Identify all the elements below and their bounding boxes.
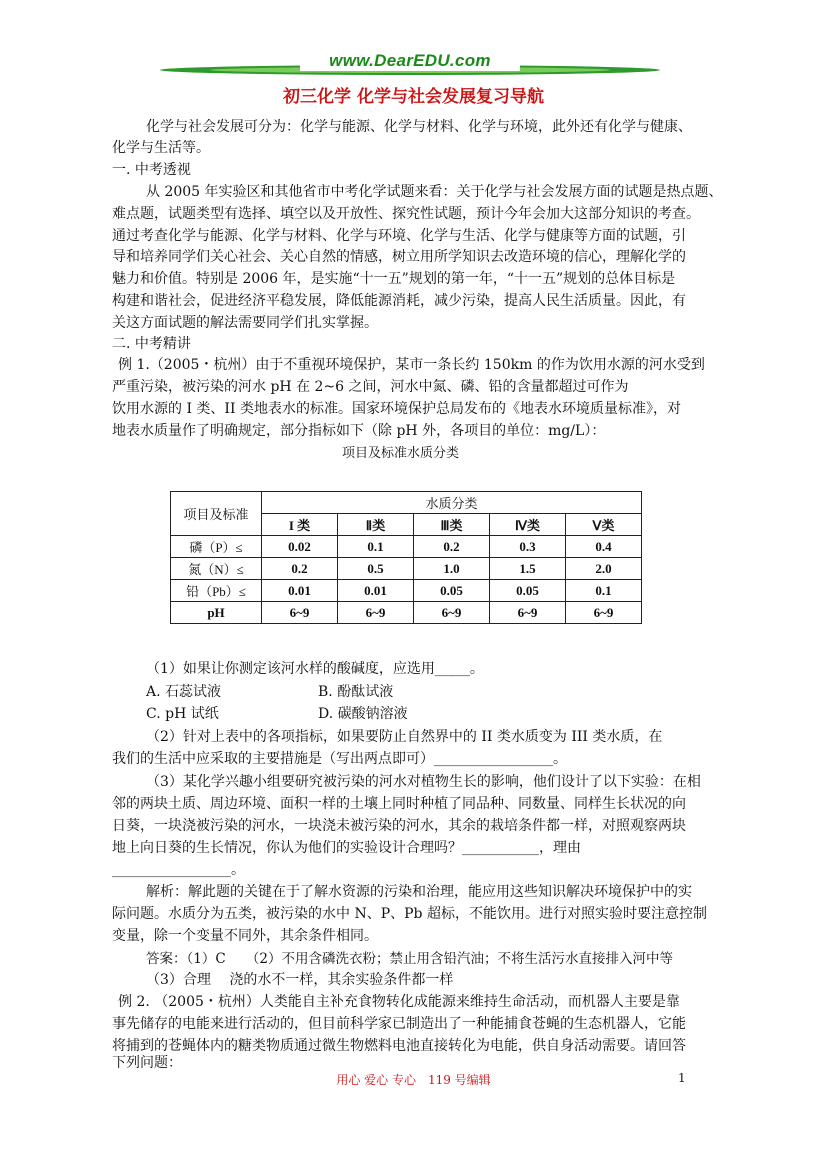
table-cell: 6~9 xyxy=(566,602,642,624)
group-header-cell: 水质分类 xyxy=(262,492,642,514)
table-cell: 0.4 xyxy=(566,536,642,558)
row-label: pH xyxy=(171,602,262,624)
table-cell: 0.01 xyxy=(338,580,414,602)
section1-line: 从 2005 年实验区和其他省市中考化学试题来看：关于化学与社会发展方面的试题是热点题、 xyxy=(146,184,723,200)
table-row xyxy=(171,558,642,580)
option-b: B. 酚酞试液 xyxy=(318,684,394,700)
example1-line: 严重污染，被污染的河水 pH 在 2~6 之间，河水中氮、磷、铅的含量都超过可作为 xyxy=(112,379,629,395)
table-cell: 0.01 xyxy=(262,580,338,602)
site-url[interactable]: www.DearEDU.com xyxy=(300,51,520,71)
example1-line: 地表水质量作了明确规定，部分指标如下（除 pH 外，各项目的单位：mg/L）： xyxy=(112,423,606,439)
question-2-line: （2）针对上表中的各项指标，如果要防止自然界中的 II 类水质变为 III 类水质，在 xyxy=(146,729,663,745)
option-d: D. 碳酸钠溶液 xyxy=(318,706,408,722)
table-header-row xyxy=(171,492,642,514)
table-row xyxy=(171,536,642,558)
column-header: Ⅴ类 xyxy=(566,514,642,536)
analysis-line: 解析：解此题的关键在于了解水资源的污染和治理，能应用这些知识解决环境保护中的实 xyxy=(146,884,692,900)
row-label: 氮（N）≤ xyxy=(171,558,262,580)
analysis-line: 际问题。水质分为五类，被污染的水中 N、P、Pb 超标，不能饮用。进行对照实验时要注意控制 xyxy=(112,906,707,922)
example2-line: 将捕到的苍蝇体内的糖类物质通过微生物燃料电池直接转化为电能，供自身活动需要。请回答 xyxy=(112,1038,686,1054)
row-header-cell: 项目及标准 xyxy=(171,492,262,536)
table-cell: 0.05 xyxy=(414,580,490,602)
page-footer: 用心 爱心 专心 119 号编辑 xyxy=(336,1073,491,1087)
table-cell: 0.5 xyxy=(338,558,414,580)
table-cell: 6~9 xyxy=(414,602,490,624)
row-label: 磷（P）≤ xyxy=(171,536,262,558)
table-caption: 项目及标准水质分类 xyxy=(342,446,460,461)
intro-line-1: 化学与社会发展可分为：化学与能源、化学与材料、化学与环境，此外还有化学与健康、 xyxy=(146,119,692,135)
example1-line: 例 1.（2005・杭州）由于不重视环境保护，某市一条长约 150km 的作为饮用水源的河水受到 xyxy=(118,357,705,373)
section-heading-1: 一. 中考透视 xyxy=(112,162,191,178)
table-cell: 0.05 xyxy=(490,580,566,602)
question-3-line: 日葵，一块浇被污染的河水，一块浇未被污染的河水，其余的栽培条件都一样，对照观察两块 xyxy=(112,818,686,834)
table-cell: 1.5 xyxy=(490,558,566,580)
table-cell: 0.2 xyxy=(414,536,490,558)
table-cell: 2.0 xyxy=(566,558,642,580)
answer-line-1: 答案：（1）C （2）不用含磷洗衣粉；禁止用含铅汽油；不将生活污水直接排入河中等 xyxy=(146,951,674,967)
section1-line: 关这方面试题的解法需要同学们扎实掌握。 xyxy=(112,315,378,331)
section1-line: 难点题，试题类型有选择、填空以及开放性、探究性试题，预计今年会加大这部分知识的考查。 xyxy=(112,206,700,222)
section1-line: 导和培养同学们关心社会、关心自然的情感，树立用所学知识去改造环境的信心，理解化学的 xyxy=(112,249,686,265)
table-cell: 1.0 xyxy=(414,558,490,580)
section-heading-2: 二. 中考精讲 xyxy=(112,336,191,352)
option-c: C. pH 试纸 xyxy=(146,706,219,722)
analysis-line: 变量，除一个变量不同外，其余条件相同。 xyxy=(112,928,378,944)
table-cell: 0.2 xyxy=(262,558,338,580)
example1-line: 饮用水源的 I 类、II 类地表水的标准。国家环境保护总局发布的《地表水环境质量标准》，对 xyxy=(112,401,681,417)
section1-line: 通过考查化学与能源、化学与材料、化学与环境、化学与生活、化学与健康等方面的试题，引 xyxy=(112,228,686,244)
column-header: Ⅲ类 xyxy=(414,514,490,536)
page-number: 1 xyxy=(678,1071,686,1085)
answer-line-2: （3）合理 浇的水不一样，其余实验条件都一样 xyxy=(146,972,454,988)
example2-line: 下列问题： xyxy=(112,1055,182,1071)
column-header: Ⅱ类 xyxy=(338,514,414,536)
question-1: （1）如果让你测定该河水样的酸碱度，应选用_____。 xyxy=(146,661,484,677)
example2-line: 例 2. （2005・杭州）人类能自主补充食物转化成能源来维持生命活动，而机器人主要是靠 xyxy=(118,994,680,1010)
question-3-line: 地上向日葵的生长情况，你认为他们的实验设计合理吗？___________，理由 xyxy=(112,840,581,856)
table-cell: 0.3 xyxy=(490,536,566,558)
section1-line: 构建和谐社会，促进经济平稳发展，降低能源消耗，减少污染，提高人民生活质量。因此，有 xyxy=(112,293,686,309)
table-cell: 0.1 xyxy=(338,536,414,558)
question-3-line: 邻的两块土质、周边环境、面积一样的土壤上同时种植了同品种、同数量、同样生长状况的向 xyxy=(112,796,686,812)
column-header: I 类 xyxy=(262,514,338,536)
example2-line: 事先储存的电能来进行活动的，但目前科学家已制造出了一种能捕食苍蝇的生态机器人，它能 xyxy=(112,1016,686,1032)
column-header: Ⅳ类 xyxy=(490,514,566,536)
question-3-line: _________________。 xyxy=(112,862,245,878)
option-a: A. 石蕊试液 xyxy=(146,684,222,700)
table-cell: 0.1 xyxy=(566,580,642,602)
section1-line: 魅力和价值。特别是 2006 年，是实施“十一五”规划的第一年，“十一五”规划的总体目标是 xyxy=(112,271,676,287)
water-quality-table xyxy=(170,491,642,624)
table-cell: 6~9 xyxy=(338,602,414,624)
row-label: 铅（Pb）≤ xyxy=(171,580,262,602)
table-row xyxy=(171,602,642,624)
table-row xyxy=(171,580,642,602)
page-title: 初三化学 化学与社会发展复习导航 xyxy=(283,87,544,107)
question-2-line: 我们的生活中应采取的主要措施是（写出两点即可）_________________。 xyxy=(112,751,567,767)
table-cell: 6~9 xyxy=(262,602,338,624)
intro-line-2: 化学与生活等。 xyxy=(112,140,210,156)
question-3-line: （3）某化学兴趣小组要研究被污染的河水对植物生长的影响，他们设计了以下实验：在相 xyxy=(146,774,701,790)
table-cell: 0.02 xyxy=(262,536,338,558)
table-cell: 6~9 xyxy=(490,602,566,624)
